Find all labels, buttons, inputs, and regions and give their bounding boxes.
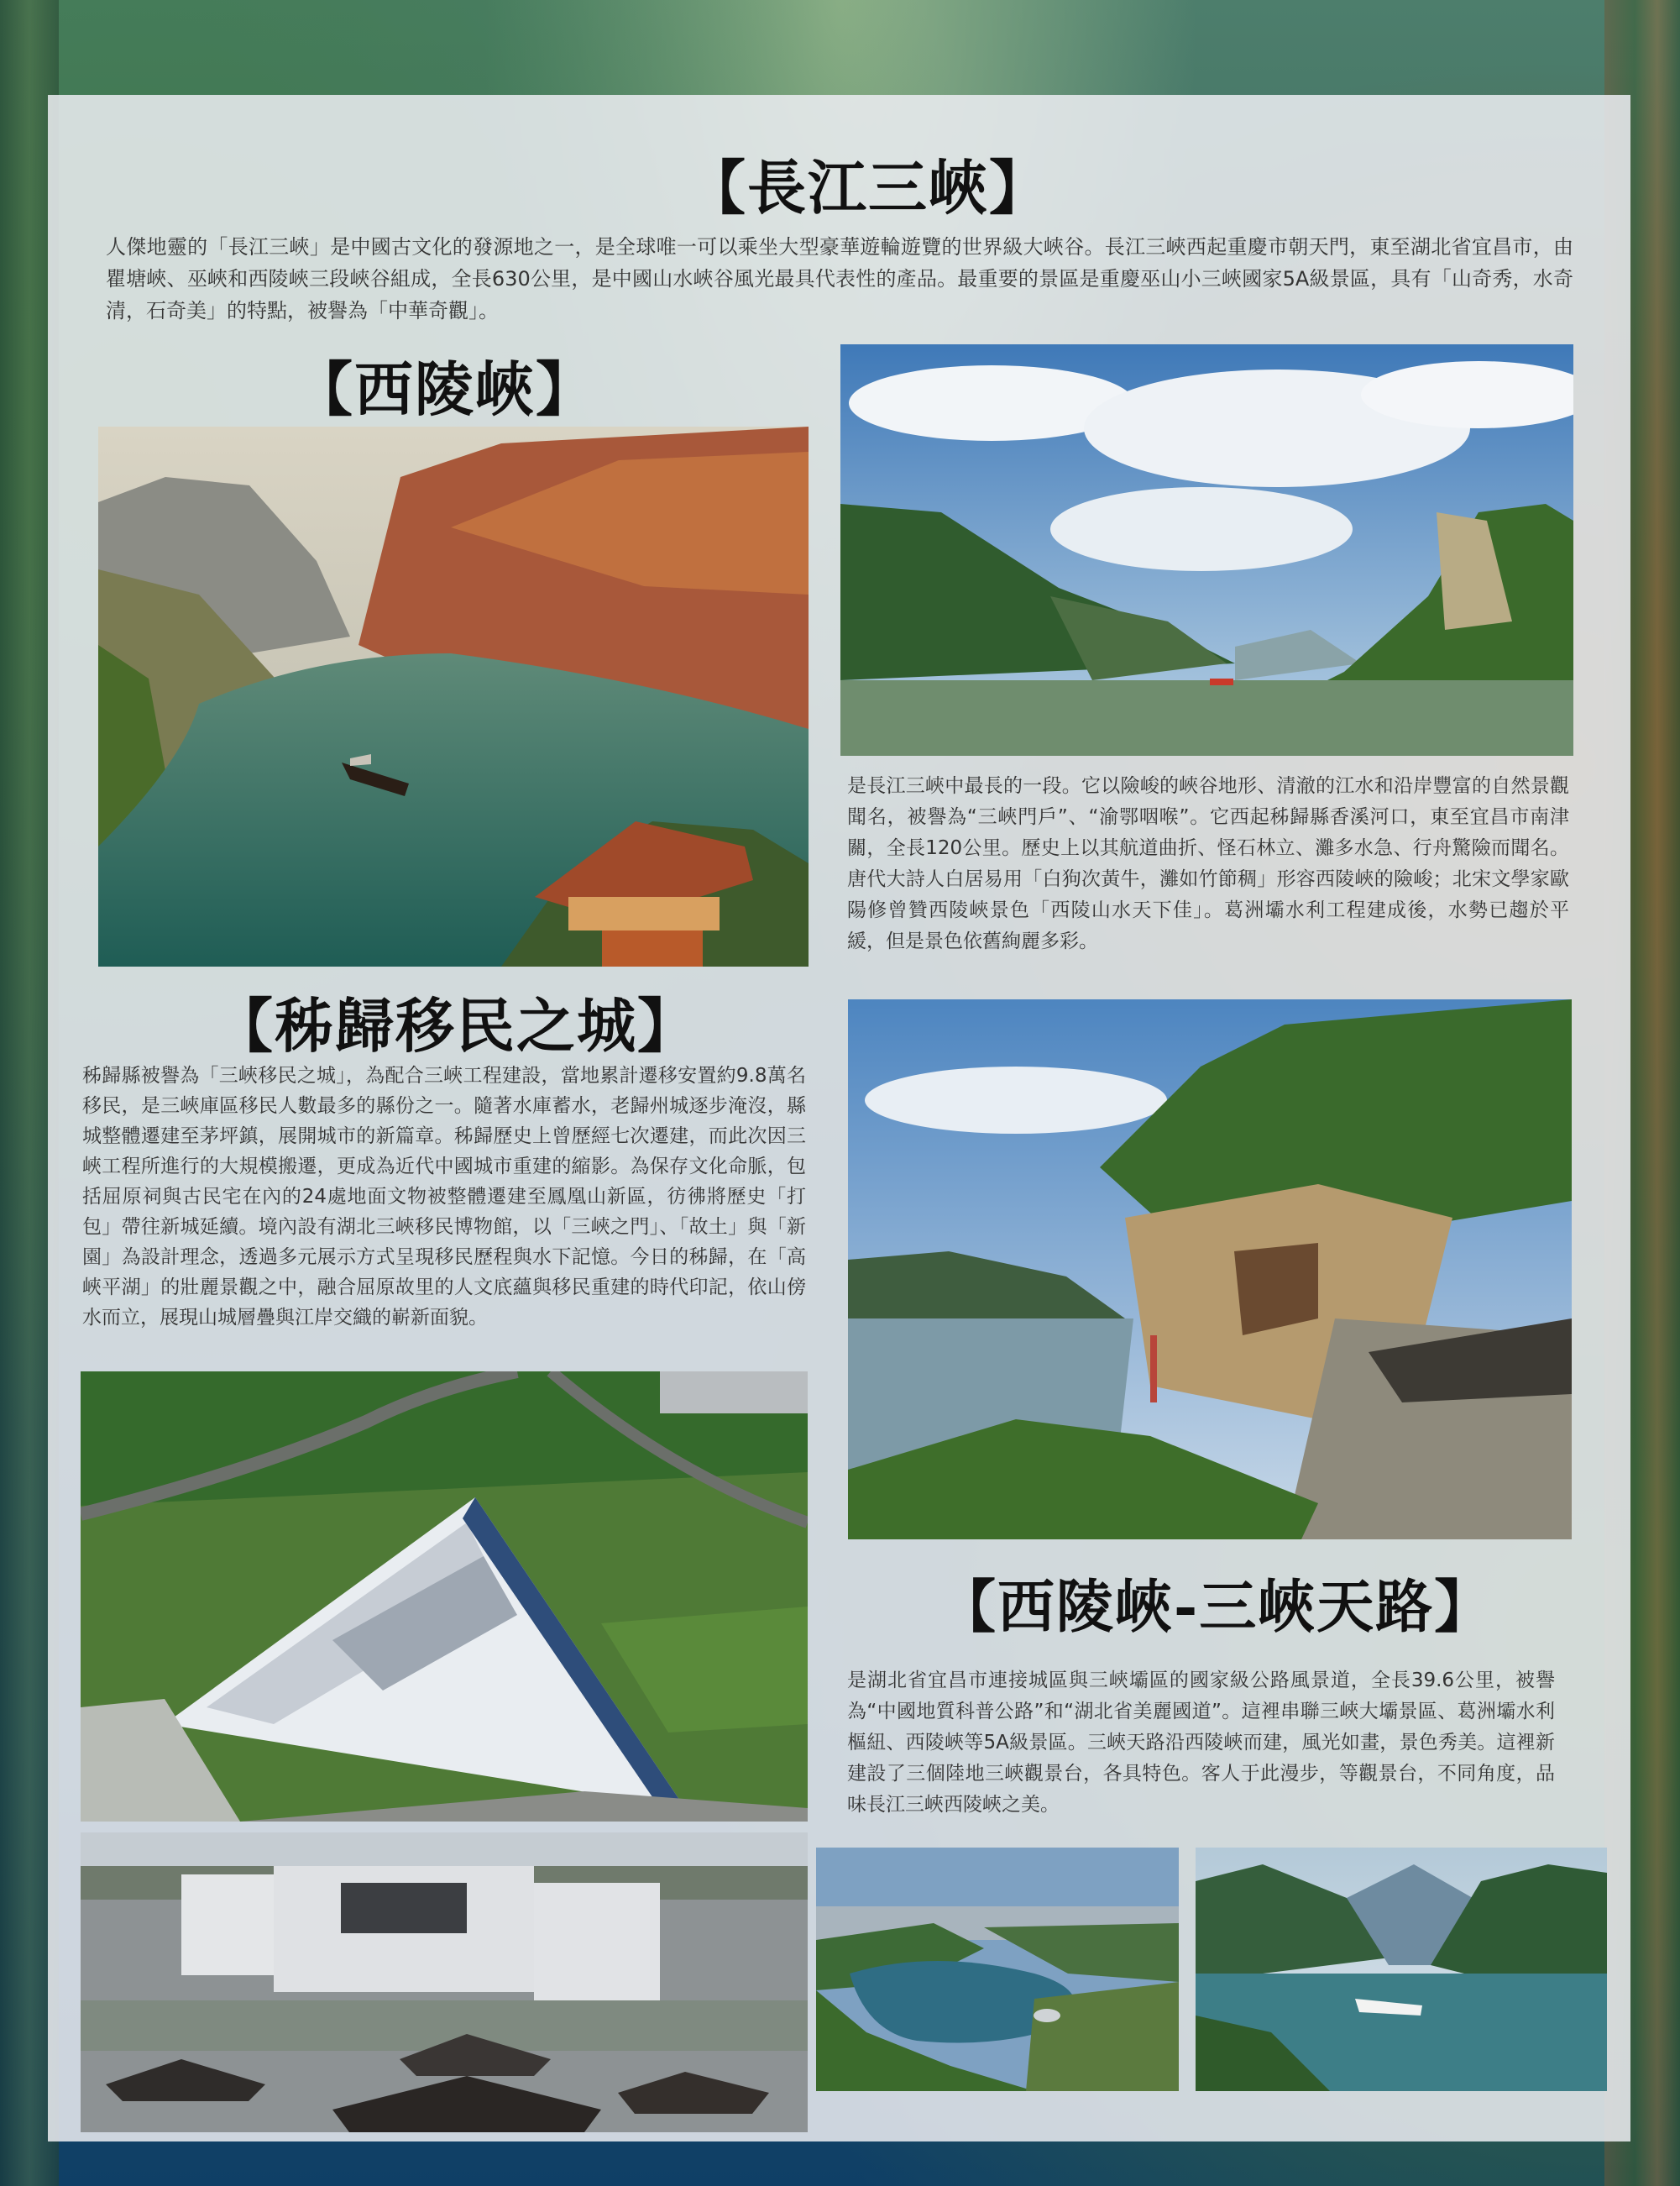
photo-cliff-road [848, 999, 1572, 1539]
xiling-title: 【西陵峽】 [294, 354, 596, 424]
main-intro-text: 人傑地靈的「長江三峽」是中國古文化的發源地之一，是全球唯一可以乘坐大型豪華遊輪遊覽的世界級大峽谷。長江三峽西起重慶市朝天門，東至湖北省宜昌市，由瞿塘峽、巫峽和西陵峽三段峽谷組成，全長630公里，是中國山水峽谷風光最具代表性的產品。最重要的景區是重慶巫山小三峽國家5A級景區，具有「山奇秀，水奇清，石奇美」的特點，被譽為「中華奇觀」。 [106, 235, 1573, 322]
photo-viewing-platform [816, 1848, 1179, 2091]
tianlu-text: 是湖北省宜昌市連接城區與三峽壩區的國家級公路風景道，全長39.6公里，被譽為“中國地質科普公路”和“湖北省美麗國道”。這裡串聯三峽大壩景區、葛洲壩水利樞紐、西陵峽等5A級景區。三峽天路沿西陵峽而建，風光如畫，景色秀美。這裡新建設了三個陸地三峽觀景台，各具特色。客人于此漫步，等觀景台，不同角度，品味長江三峽西陵峽之美。 [847, 1670, 1555, 1816]
photo-gorge-red-cliffs [98, 427, 809, 967]
photo-museum-aerial [81, 1371, 808, 1822]
zigui-text: 秭歸縣被譽為「三峽移民之城」，為配合三峽工程建設，當地累計遷移安置約9.8萬名移民，是三峽庫區移民人數最多的縣份之一。隨著水庫蓄水，老歸州城逐步淹沒，縣城整體遷建至茅坪鎮，展開城市的新篇章。秭歸歷史上曾歷經七次遷建，而此次因三峽工程所進行的大規模搬遷，更成為近代中國城市重建的縮影。為保存文化命脈，包括屈原祠與古民宅在內的24處地面文物被整體遷建至鳳凰山新區，彷彿將歷史「打包」帶往新城延續。境內設有湖北三峽移民博物館，以「三峽之門」、「故土」與「新園」為設計理念，透過多元展示方式呈現移民歷程與水下記憶。今日的秭歸，在「高峽平湖」的壯麗景觀之中，融合屈原故里的人文底蘊與移民重建的時代印記，依山傍水而立，展現山城層疊與江岸交織的嶄新面貌。 [82, 1065, 806, 1329]
xiling-text: 是長江三峽中最長的一段。它以險峻的峽谷地形、清澈的江水和沿岸豐富的自然景觀聞名，被譽為“三峽門戶”、“渝鄂咽喉”。它西起秭歸縣香溪河口，東至宜昌市南津關，全長120公里。歷史上以其航道曲折、怪石林立、灘多水急、行舟驚險而聞名。唐代大詩人白居易用「白狗次黃牛，灘如竹節稠」形容西陵峽的險峻；北宋文學家歐陽修曾贊西陵峽景色「西陵山水天下佳」。葛洲壩水利工程建成後，水勢已趨於平緩，但是景色依舊絢麗多彩。 [847, 775, 1569, 952]
tianlu-title: 【西陵峽-三峽天路】 [939, 1574, 1494, 1641]
zigui-title: 【秭歸移民之城】 [214, 991, 698, 1061]
photo-museum-temple [81, 1832, 808, 2132]
main-title: 【長江三峽】 [687, 153, 1049, 223]
photo-gorge-blue-sky [840, 344, 1573, 756]
photo-cruise-ship [1196, 1848, 1607, 2091]
